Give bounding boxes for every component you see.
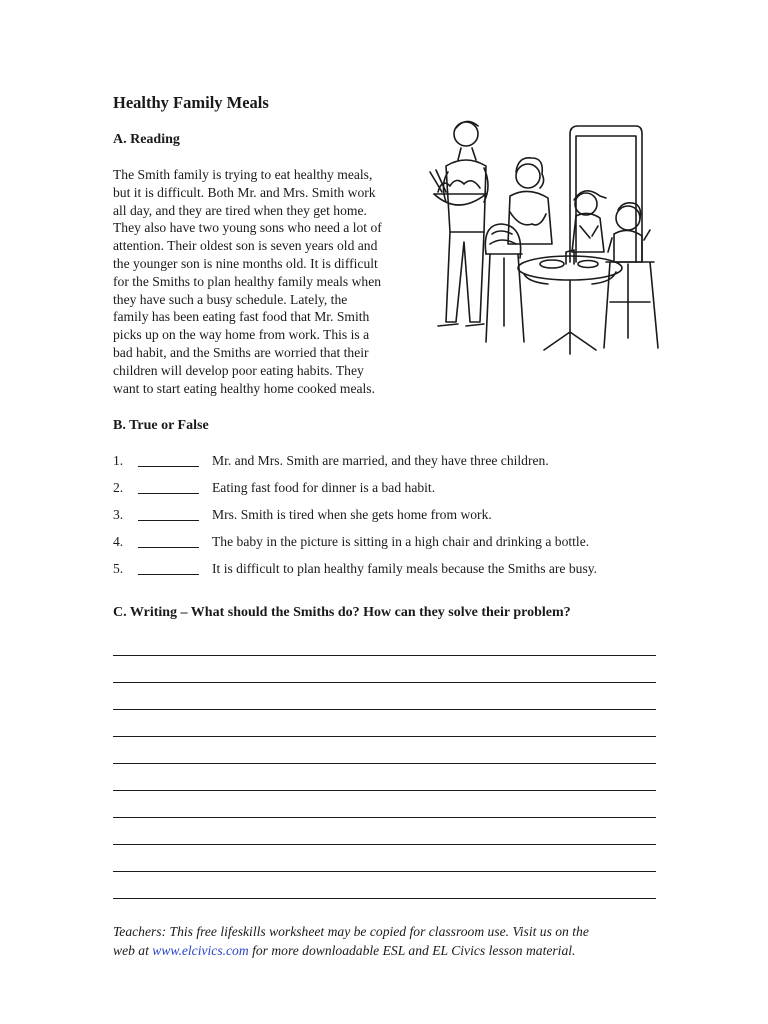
reading-line: picks up on the way home from work. This is a [113, 327, 370, 343]
writing-line[interactable] [113, 736, 656, 763]
answer-blank[interactable] [138, 547, 199, 548]
statement-text: It is difficult to plan healthy family meals because the Smiths are busy. [212, 561, 598, 576]
reading-line: children will develop poor eating habits. They [113, 362, 364, 378]
statement-text: The baby in the picture is sitting in a high chair and drinking a bottle. [212, 534, 590, 549]
writing-line[interactable] [113, 763, 656, 790]
reading-line: all day, and they are tired when they get home. [113, 202, 367, 218]
writing-line[interactable] [113, 709, 656, 736]
statement-text: Mrs. Smith is tired when she gets home from work. [212, 507, 492, 522]
reading-line: want to start eating healthy home cooked meals. [113, 380, 375, 396]
page-title: Healthy Family Meals [113, 93, 269, 112]
item-number: 1. [113, 453, 124, 468]
reading-line: attention. Their oldest son is seven years old and [113, 238, 378, 254]
writing-line[interactable] [113, 790, 656, 817]
true-false-item [113, 480, 673, 507]
footer-prefix: web at [113, 943, 153, 958]
true-false-item [113, 453, 673, 480]
answer-blank[interactable] [138, 466, 199, 467]
true-false-item [113, 507, 673, 534]
footer-line-1: Teachers: This free lifeskills worksheet may be copied for classroom use. Visit us on the [113, 924, 589, 939]
reading-passage [113, 166, 413, 397]
footer-note [113, 922, 673, 960]
family-dinner-illustration [428, 112, 668, 370]
item-number: 3. [113, 507, 124, 522]
true-false-heading: B. True or False [113, 418, 209, 433]
statement-text: Mr. and Mrs. Smith are married, and they have three children. [212, 453, 549, 468]
reading-line: bad habit, and the Smiths are worried that their [113, 344, 369, 360]
writing-line[interactable] [113, 844, 656, 871]
item-number: 5. [113, 561, 124, 576]
writing-line[interactable] [113, 682, 656, 709]
statement-text: Eating fast food for dinner is a bad habit. [212, 480, 436, 495]
website-link[interactable]: www.elcivics.com [152, 943, 249, 958]
writing-line[interactable] [113, 871, 656, 898]
true-false-item [113, 534, 673, 561]
writing-line[interactable] [113, 655, 656, 682]
writing-line[interactable] [113, 898, 656, 925]
answer-blank[interactable] [138, 493, 199, 494]
writing-area[interactable] [113, 655, 656, 925]
reading-line: they have such a busy schedule. Lately, the [113, 291, 348, 307]
reading-line: for the Smiths to plan healthy family meals when [113, 273, 382, 289]
writing-heading: C. Writing – What should the Smiths do? How can they solve their problem? [113, 605, 571, 620]
item-number: 2. [113, 480, 124, 495]
reading-heading: A. Reading [113, 132, 180, 147]
reading-line: The Smith family is trying to eat healthy meals, [113, 167, 373, 182]
answer-blank[interactable] [138, 574, 199, 575]
footer-line-2 [113, 941, 673, 960]
reading-line: They also have two young sons who need a lot of [113, 220, 382, 236]
reading-line: but it is difficult. Both Mr. and Mrs. Smith work [113, 184, 376, 200]
answer-blank[interactable] [138, 520, 199, 521]
true-false-item [113, 561, 673, 588]
writing-line[interactable] [113, 817, 656, 844]
true-false-list [113, 453, 673, 588]
footer-suffix: for more downloadable ESL and EL Civics lesson material. [248, 943, 576, 958]
item-number: 4. [113, 534, 124, 549]
reading-line: family has been eating fast food that Mr. Smith [113, 309, 370, 325]
reading-line: the younger son is nine months old. It is difficult [113, 255, 378, 271]
